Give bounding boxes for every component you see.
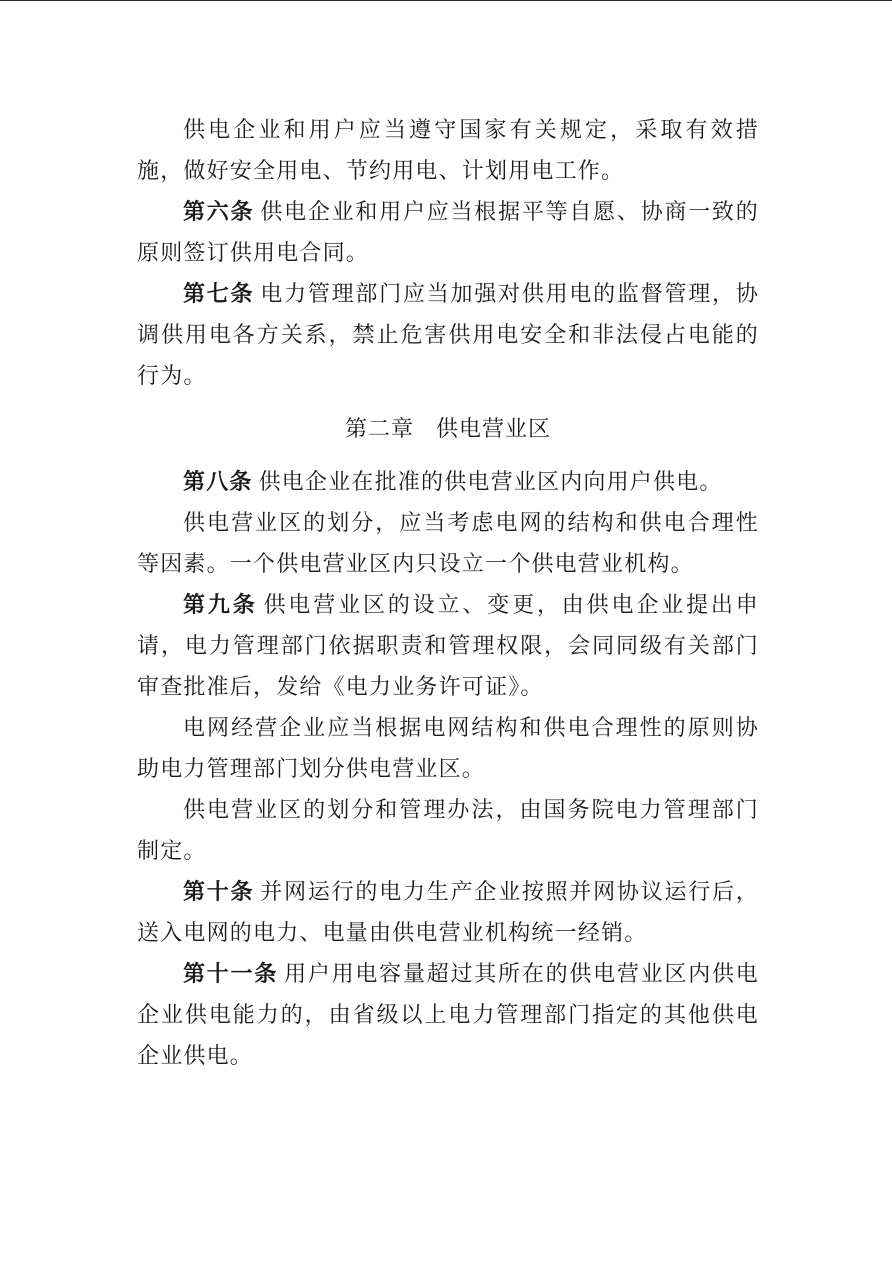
paragraph (137, 585, 759, 708)
paragraph (137, 790, 759, 872)
paragraph (137, 954, 759, 1077)
paragraph-text: 供电企业在批准的供电营业区内向用户供电。 (258, 470, 723, 495)
chapter-title: 供电营业区 (436, 417, 552, 442)
paragraph (137, 192, 759, 274)
paragraph (137, 503, 759, 585)
paragraph-text: 用户用电容量超过其所在的供电营业区内供电企业供电能力的，由省级以上电力管理部门指定的其他供电企业供电。 (137, 962, 759, 1069)
article-number: 第十一条 (183, 961, 279, 987)
paragraph-text: 供电营业区的划分，应当考虑电网的结构和供电合理性等因素。一个供电营业区内只设立一个供电营业机构。 (137, 511, 759, 577)
article-number: 第八条 (183, 469, 253, 495)
paragraph (137, 708, 759, 790)
article-number: 第七条 (183, 281, 255, 307)
chapter-number: 第二章 (344, 417, 414, 442)
paragraph (137, 462, 759, 503)
top-border-line (0, 0, 892, 1)
paragraph-text: 供电企业和用户应当遵守国家有关规定，采取有效措施，做好安全用电、节约用电、计划用电工作。 (137, 118, 759, 184)
paragraph-text: 并网运行的电力生产企业按照并网协议运行后，送入电网的电力、电量由供电营业机构统一经销。 (137, 880, 759, 946)
document-page (137, 110, 759, 1077)
paragraph (137, 872, 759, 954)
paragraph (137, 110, 759, 192)
article-number: 第九条 (183, 592, 258, 618)
paragraph-text: 电力管理部门应当加强对供用电的监督管理，协调供用电各方关系，禁止危害供用电安全和非法侵占电能的行为。 (137, 282, 759, 389)
article-number: 第十条 (183, 879, 255, 905)
chapter-heading (137, 409, 759, 450)
paragraph-text: 供电营业区的划分和管理办法，由国务院电力管理部门制定。 (137, 798, 759, 864)
paragraph-text: 供电企业和用户应当根据平等自愿、协商一致的原则签订供用电合同。 (137, 200, 759, 266)
article-number: 第六条 (183, 199, 255, 225)
paragraph-text: 电网经营企业应当根据电网结构和供电合理性的原则协助电力管理部门划分供电营业区。 (137, 716, 759, 782)
paragraph (137, 274, 759, 397)
paragraph-text: 供电营业区的设立、变更，由供电企业提出申请，电力管理部门依据职责和管理权限，会同同级有关部门审查批准后，发给《电力业务许可证》。 (137, 593, 759, 700)
